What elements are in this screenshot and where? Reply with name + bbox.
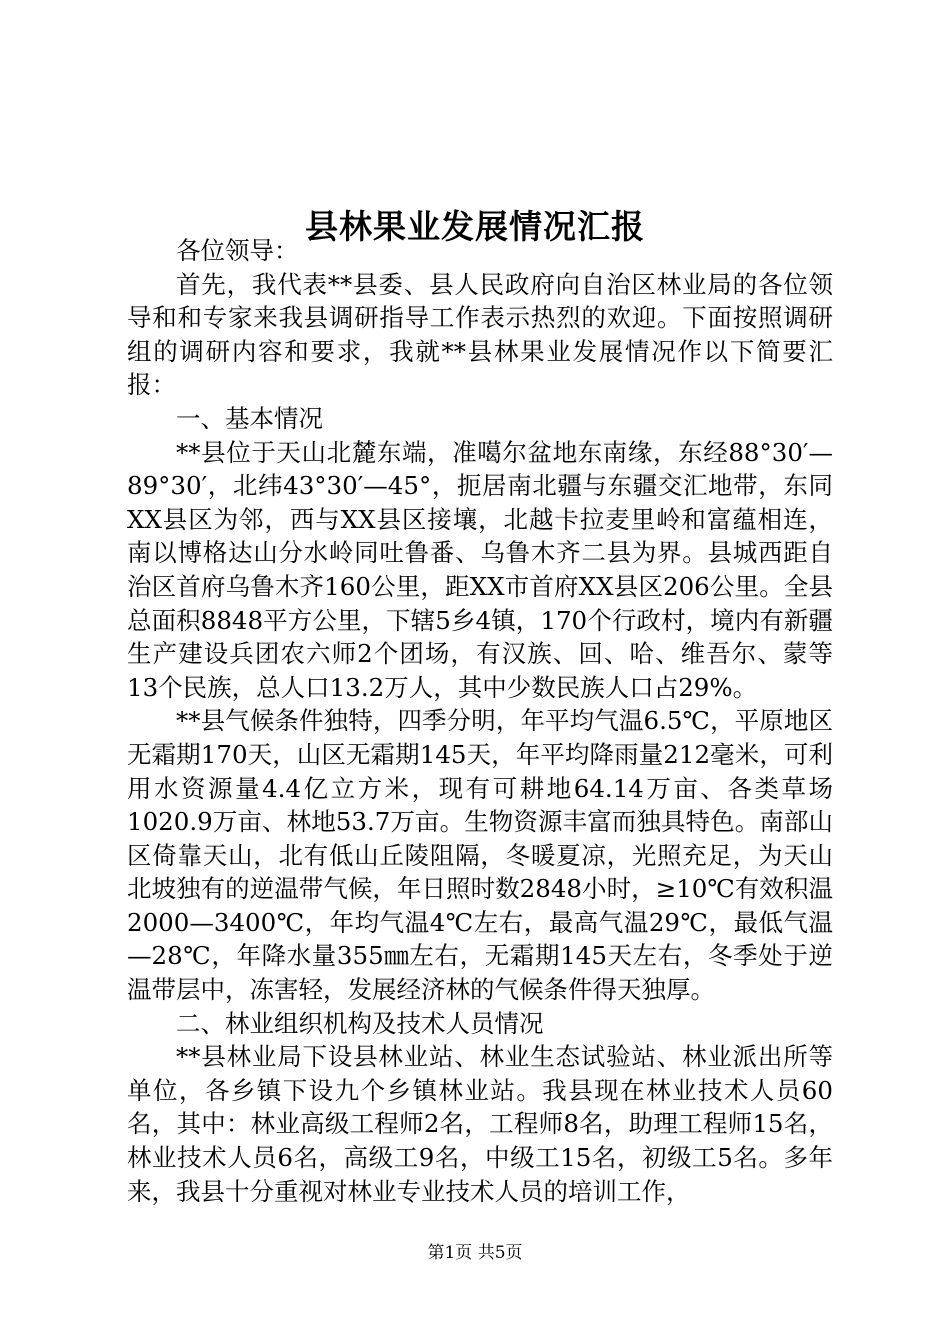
basic-paragraph-location: **县位于天山北麓东端，准噶尔盆地东南缘，东经88°30′—89°30′，北纬43°30′—45°，扼居南北疆与东疆交汇地带，东同XX县区为邻，西与XX县区接壤，北越卡拉麦里岭和富蕴相连，南以博格达山分水岭同吐鲁番、乌鲁木齐二县为界。县城西距自治区首府乌鲁木齐160公里，距XX市首府XX县区206公里。全县总面积8848平方公里，下辖5乡4镇，170个行政村，境内有新疆生产建设兵团农六师2个团场，有汉族、回、哈、维吾尔、蒙等13个民族，总人口13.2万人，其中少数民族人口占29%。	[127, 437, 833, 702]
salutation: 各位领导：	[176, 236, 299, 265]
document-body	[127, 234, 833, 1208]
basic-paragraph-climate: **县气候条件独特，四季分明，年平均气温6.5℃，平原地区无霜期170天，山区无霜期145天，年平均降雨量212毫米，可利用水资源量4.4亿立方米，现有可耕地64.14万亩、各类草场1020.9万亩、林地53.7万亩。生物资源丰富而独具特色。南部山区倚靠天山，北有低山丘陵阻隔，冬暖夏凉，光照充足，为天山北坡独有的逆温带气候，年日照时数2848小时，≥10℃有效积温2000—3400℃，年均气温4℃左右，最高气温29℃，最低气温—28℃，年降水量355㎜左右，无霜期145天左右，冬季处于逆温带层中，冻害轻，发展经济林的气候条件得天独厚。	[127, 706, 833, 1005]
organization-paragraph: **县林业局下设县林业站、林业生态试验站、林业派出所等单位，各乡镇下设九个乡镇林业站。我县现在林业技术人员60名，其中：林业高级工程师2名，工程师8名，助理工程师15名，林业技术人员6名，高级工9名，中级工15名，初级工5名。多年来，我县十分重视对林业专业技术人员的培训工作，	[127, 1042, 833, 1206]
section-heading-basic: 一、基本情况	[176, 403, 323, 433]
section-heading-organization: 二、林业组织机构及技术人员情况	[176, 1008, 544, 1038]
page-footer: 第1页 共5页	[427, 1243, 523, 1263]
intro-paragraph: 首先，我代表**县委、县人民政府向自治区林业局的各位领导和和专家来我县调研指导工作表示热烈的欢迎。下面按照调研组的调研内容和要求，我就**县林果业发展情况作以下简要汇报：	[127, 269, 833, 400]
document-title: 县林果业发展情况汇报	[305, 207, 645, 247]
